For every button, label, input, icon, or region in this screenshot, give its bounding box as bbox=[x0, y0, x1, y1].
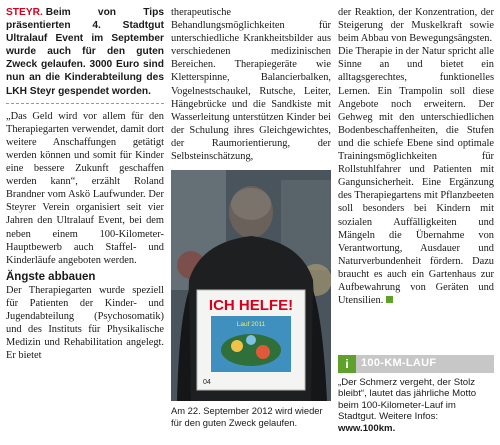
subheading: Ängste abbauen bbox=[6, 270, 96, 283]
quote-paragraph: „Das Geld wird vor allem für den Therapiegarten verwendet, damit dort weitere Anschaffungen getätigt werden können und somit für Kinder eine bessere Zukunft geschaffen werden kann“, erzählt Roland Brandner vom Askö Laufwunder. Der Steyrer Verein organisiert seit vier Jahren den Ultralauf Event, bei dem neben einem 100-Kilometer-Hauptbewerb auch Staffel- und Kinderläufe angeboten werden. bbox=[6, 110, 164, 266]
info-box-text bbox=[338, 377, 494, 434]
photo-caption: Am 22. September 2012 wird wieder für den guten Zweck gelaufen. bbox=[171, 405, 323, 428]
info-link[interactable]: www.100km. bbox=[338, 422, 396, 434]
article-column-3 bbox=[338, 6, 494, 307]
lead-text: Beim von Tips präsentierten 4. Stadtgut Ultralauf Event im September wurde auch für den guten Zweck gelaufen. 3000 Euro sind nun an die Kinderabteilung des LKH Steyr gespendet worden. bbox=[6, 7, 164, 97]
article-column-1 bbox=[6, 6, 164, 362]
paragraph-natur bbox=[338, 45, 494, 307]
info-box-header bbox=[338, 355, 494, 373]
runner-photo-illustration bbox=[171, 170, 331, 401]
info-icon: i bbox=[338, 355, 356, 373]
end-mark-icon bbox=[386, 296, 393, 303]
divider bbox=[6, 103, 164, 104]
article-lead bbox=[6, 6, 164, 98]
paragraph-reaktion: der Reaktion, der Konzentration, der Steigerung der Muskelkraft sowie beim Abbau von Bewegungsängsten. bbox=[338, 7, 494, 45]
bib-number: 04 bbox=[203, 379, 211, 386]
paragraph-geraete: therapeutische Behandlungsmöglichkeiten für unterschiedliche Krankheitsbilder aus verschiedenen medizinischen Bereichen. Therapiegeräte wie Kletterspinne, Balancierbalken, Vogelnestschaukel, Rutsche, Leiter, Hängebrücke und die Sandkiste mit Wasserleitung unterstützen Kinder bei der Schulung ihres Gleichgewichtes, der Raumorientierung, der Selbsteinschätzung, bbox=[171, 7, 331, 163]
runner-photo bbox=[171, 170, 331, 401]
sign-subtext: Lauf 2011 bbox=[236, 321, 266, 328]
paragraph-therapiegarten: Der Therapiegarten wurde speziell für Patienten der Kinder- und Jugendabteilung (Psychosomatik) und des Instituts für Physikalische Medizin und Rehabilitation angelegt. Er bietet bbox=[6, 284, 164, 362]
sign-text: ICH HELFE! bbox=[208, 297, 294, 314]
info-box-body: „Der Schmerz vergeht, der Stolz bleibt“, lautet das jährliche Motto beim 100-Kilometer-Lauf im Stadtgut. Weitere Infos: bbox=[338, 377, 477, 423]
article-column-2 bbox=[171, 6, 331, 163]
info-box-title: 100-KM-LAUF bbox=[361, 357, 437, 369]
dateline: STEYR. bbox=[6, 7, 43, 18]
paragraph-natur-text: Die Therapie in der Natur spricht alle Sinne an und bietet ein alltagsgerechtes, funktionelles Lernen. Ein Trampolin soll diese Angebote noch erweitern. Der Gehweg mit den unterschiedlichen Bodenbeschaffenheiten, die Stufen und die schiefe Ebene sind optimale Trainingsmöglichkeiten für Rollstuhlfahrer und Patienten mit Gangunsicherheit. Eine Ergänzung des Therapiegartens mit Pflanzbeeten soll besonders bei Kindern mit sozialen Auffälligkeiten und Mängeln die Übernahme von Verantwortung, Ausdauer und Naturverbundenheit fördern. Dazu braucht es auch ein Gartenhaus zur Aufbewahrung von Geräten und Utensilien. bbox=[338, 46, 494, 307]
